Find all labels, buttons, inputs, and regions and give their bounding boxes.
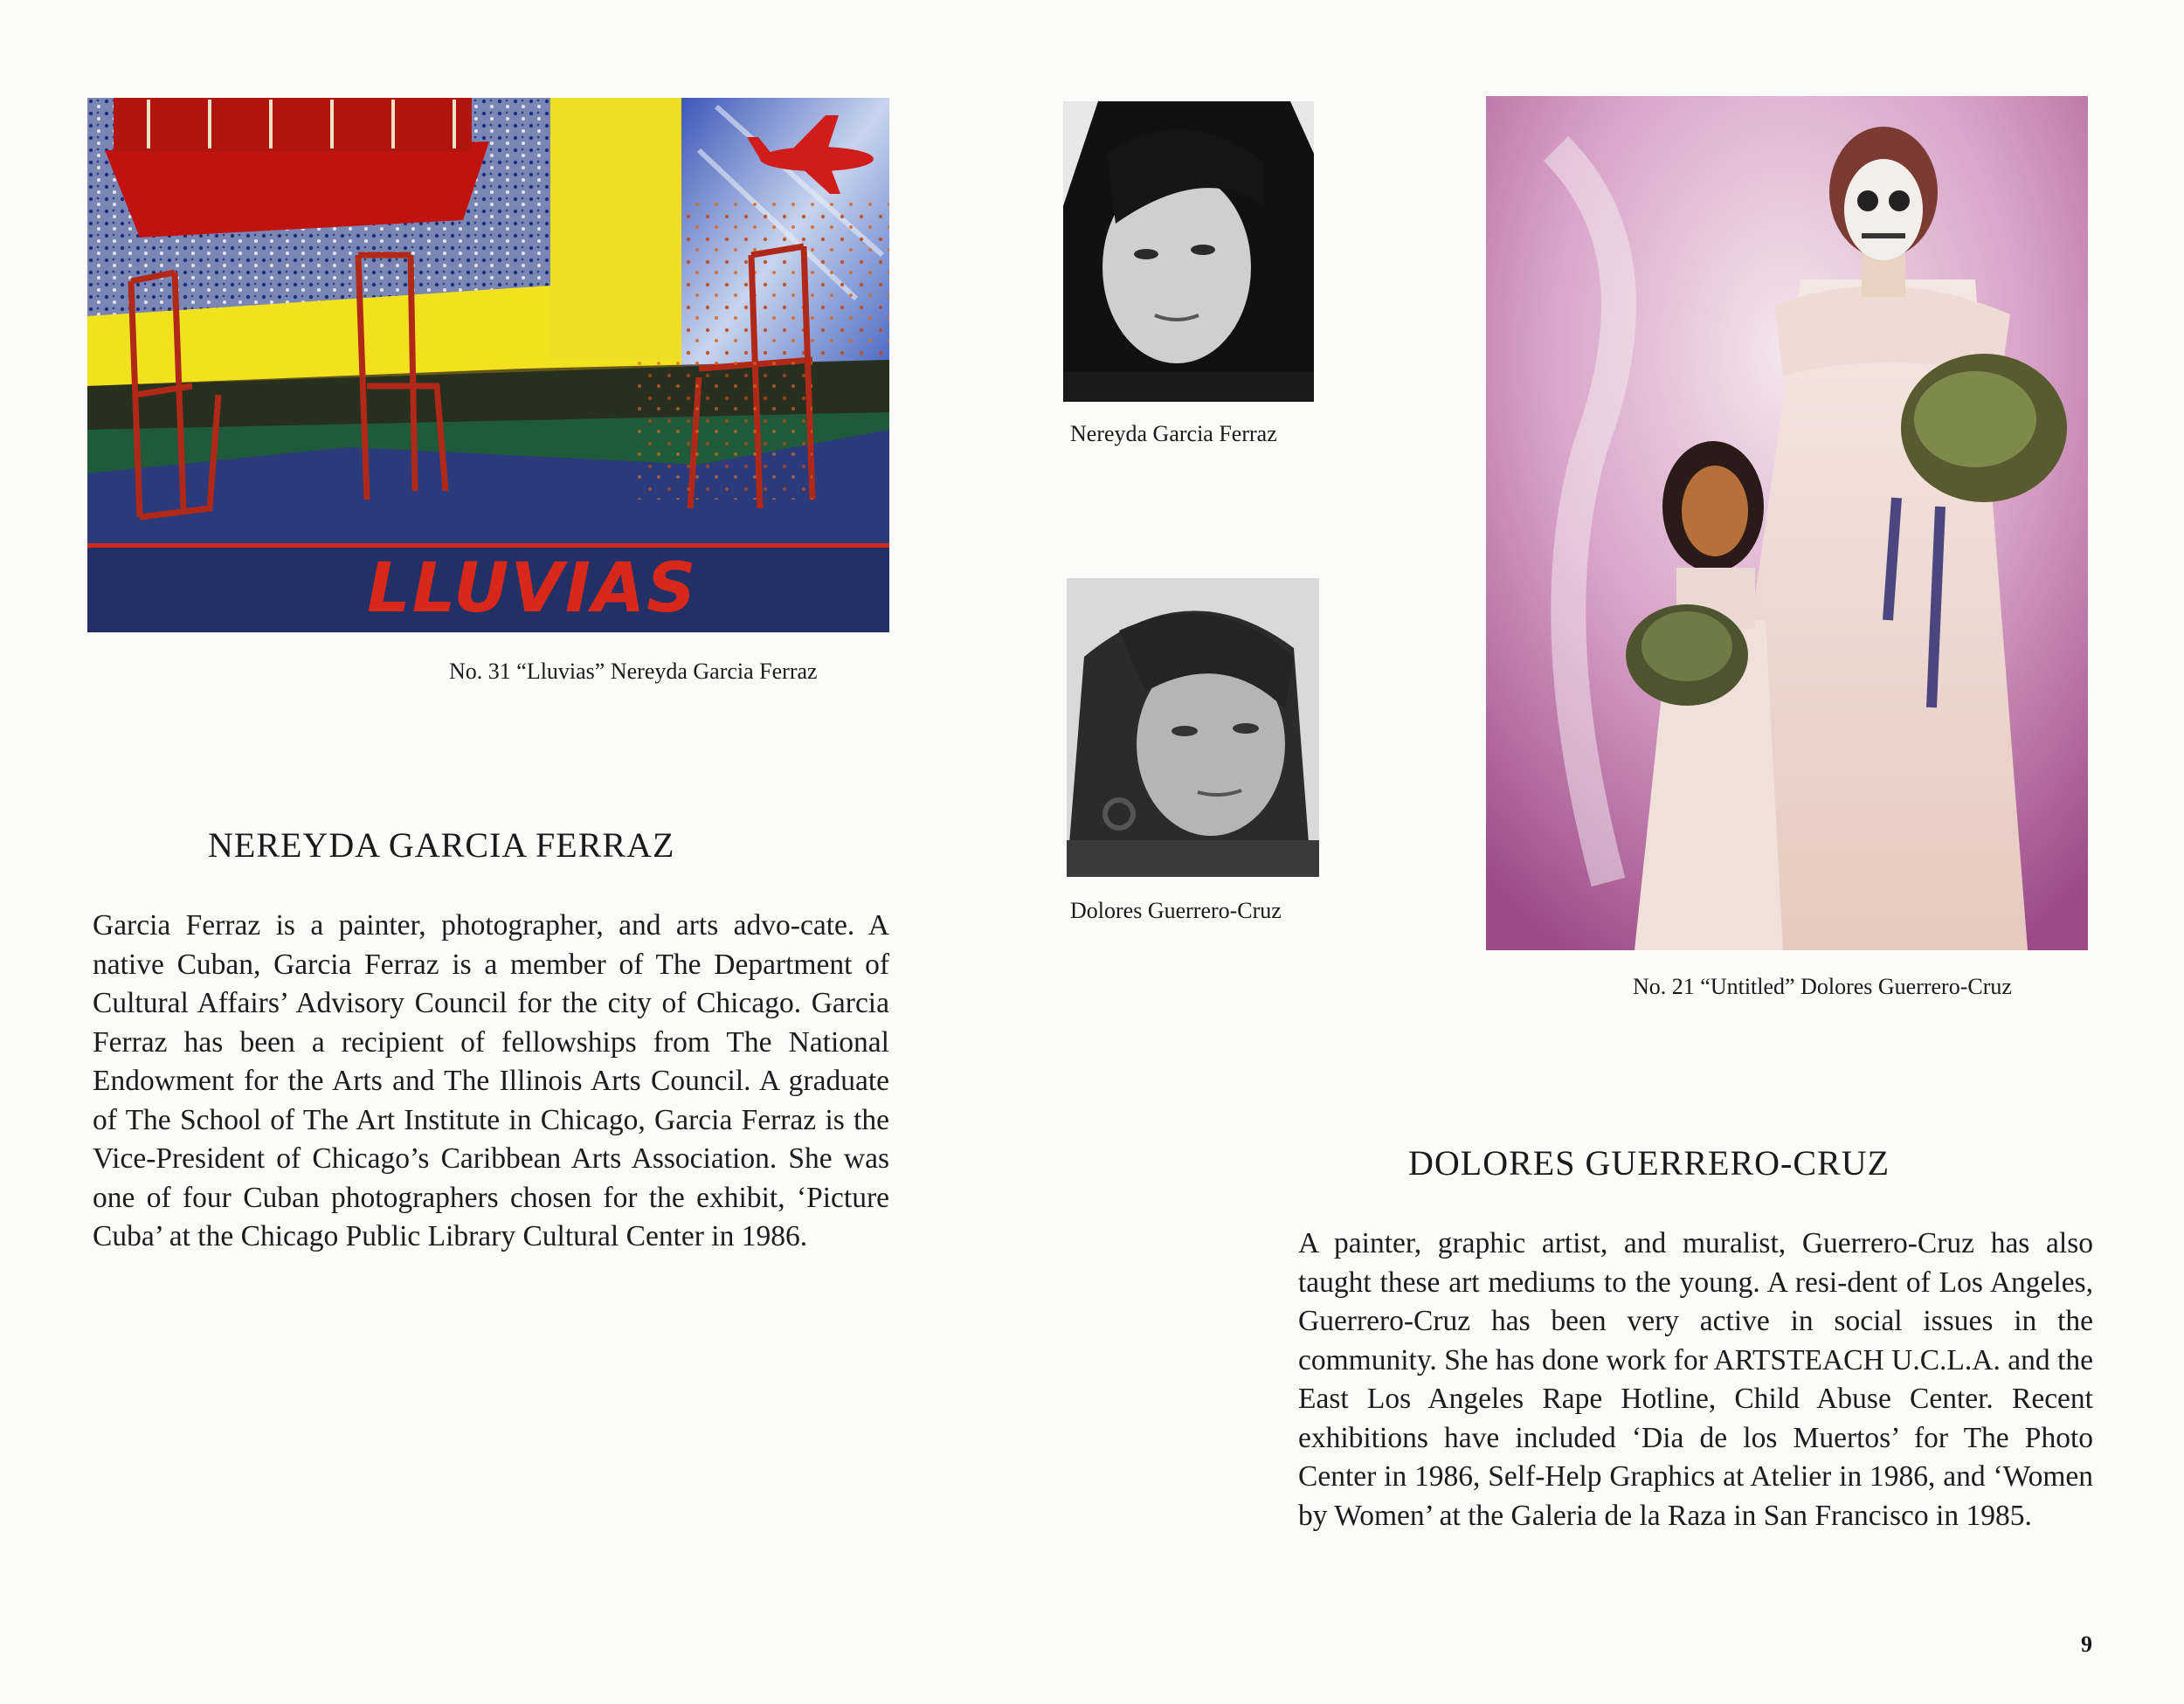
painting-lluvias-caption: No. 31 “Lluvias” Nereyda Garcia Ferraz <box>449 659 818 684</box>
portrait-dolores-caption: Dolores Guerrero-Cruz <box>1070 898 1282 923</box>
painting-untitled-caption: No. 21 “Untitled” Dolores Guerrero-Cruz <box>1633 974 2012 999</box>
painting-lluvias <box>87 98 889 632</box>
portrait-nereyda-caption: Nereyda Garcia Ferraz <box>1070 421 1277 446</box>
bio-nereyda <box>93 907 889 1257</box>
heading-dolores: DOLORES GUERRERO-CRUZ <box>1408 1143 1890 1183</box>
page-number: 9 <box>2081 1632 2092 1657</box>
portrait-nereyda <box>1063 101 1314 402</box>
heading-nereyda: NEREYDA GARCIA FERRAZ <box>208 825 675 865</box>
bio-dolores <box>1298 1225 2093 1535</box>
painting-untitled <box>1486 96 2088 950</box>
bio-dolores-text: A painter, graphic artist, and muralist, Guerrero-Cruz has also taught these art mediums to the young. A resi-dent of Los Angeles, Guerrero-Cruz has been very active in social issues in the community. She has done work for ARTSTEACH U.C.L.A. and the East Los Angeles Rape Hotline, Child Abuse Center. Recent exhibitions have included ‘Dia de los Muertos’ for The Photo Center in 1986, Self-Help Graphics at Atelier in 1986, and ‘Women by Women’ at the Galeria de la Raza in San Francisco in 1985. <box>1298 1227 2093 1532</box>
portrait-dolores <box>1067 578 1319 877</box>
lluvias-painted-text: LLUVIAS <box>367 549 698 628</box>
bio-nereyda-text: Garcia Ferraz is a painter, photographer, and arts advo-cate. A native Cuban, Garcia Ferraz is a member of The Department of Cultural Affairs’ Advisory Council for the city of Chicago. Garcia Ferraz has been a recipient of fellowships from The National Endowment for the Arts and The Illinois Arts Council. A graduate of The School of The Art Institute in Chicago, Garcia Ferraz is the Vice-President of Chicago’s Caribbean Arts Association. She was one of four Cuban photographers chosen for the exhibit, ‘Picture Cuba’ at the Chicago Public Library Cultural Center in 1986. <box>93 909 889 1252</box>
